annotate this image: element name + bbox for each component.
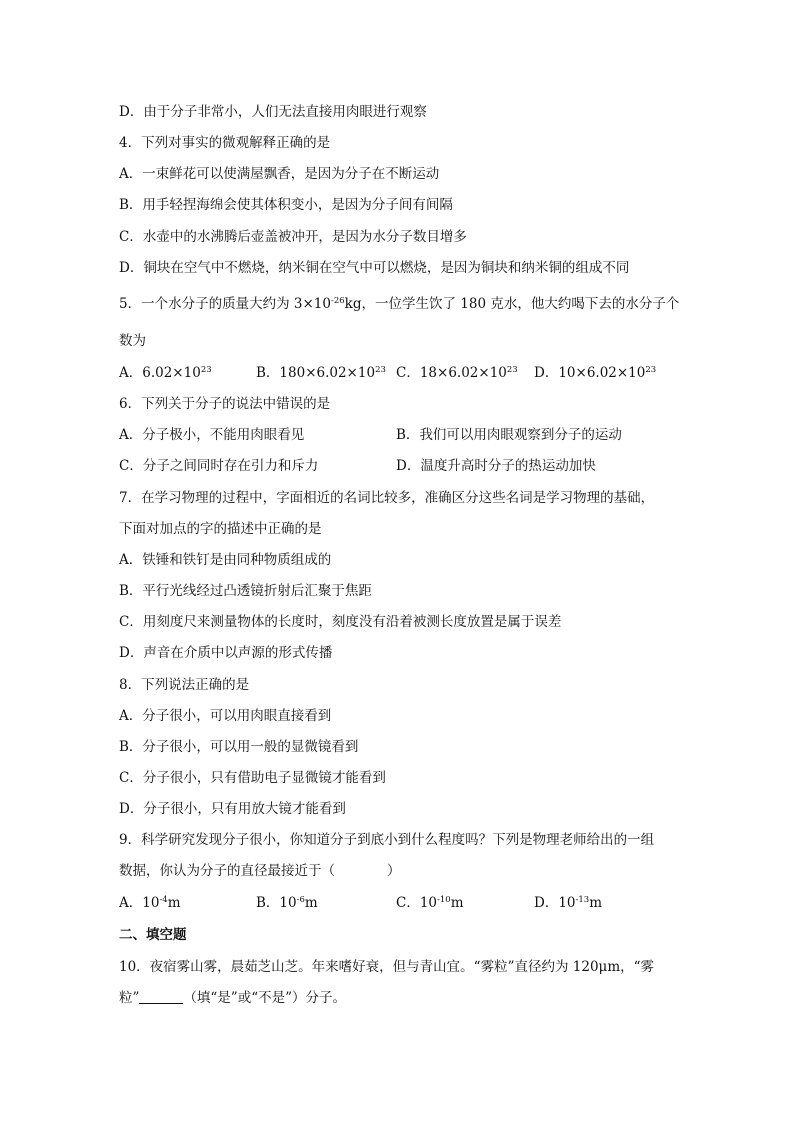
q4-option-c: C．水壶中的水沸腾后壶盖被冲开，是因为水分子数目增多 — [119, 229, 467, 245]
q6-stem: 6．下列关于分子的说法中错误的是 — [119, 396, 331, 412]
q10-line2 — [119, 989, 346, 1007]
q6-option-b: B．我们可以用肉眼观察到分子的运动 — [396, 427, 622, 443]
q10-answer-blank[interactable] — [139, 991, 183, 1004]
q4-option-a: A．一束鲜花可以使满屋飘香，是因为分子在不断运动 — [119, 166, 440, 182]
q9-option-a: A．$10^{-4}m$ — [119, 895, 181, 911]
q9-stem-line1: 9．科学研究发现分子很小，你知道分子到底小到什么程度吗？下列是物理老师给出的一组 — [119, 832, 655, 848]
q7-option-c: C．用刻度尺来测量物体的长度时，刻度没有沿着被测长度放置是属于误差 — [119, 614, 562, 630]
q10-line2-post: （填“是”或“不是”）分子。 — [183, 990, 347, 1006]
q9-stem-line2-post: ） — [387, 863, 401, 879]
q3-option-d: D．由于分子非常小，人们无法直接用肉眼进行观察 — [119, 104, 427, 120]
q8-option-c: C．分子很小，只有借助电子显微镜才能看到 — [119, 770, 386, 786]
q4-option-b: B．用手轻捏海绵会使其体积变小，是因为分子间有间隔 — [119, 197, 453, 213]
q8-option-d: D．分子很小，只有用放大镜才能看到 — [119, 801, 346, 817]
q6-option-a: A．分子极小，不能用肉眼看见 — [119, 427, 305, 443]
q7-stem-line2: 下面对加点的字的描述中正确的是 — [119, 521, 322, 537]
q7-option-a: A．铁锤和铁钉是由同种物质组成的 — [119, 552, 332, 568]
q9-stem-line2-pre: 数据，你认为分子的直径最接近于（ — [119, 863, 335, 879]
q5-option-a: A．$6.02\times 10^{23}$ — [119, 365, 212, 381]
q6-option-c: C．分子之间同时存在引力和斥力 — [119, 458, 319, 474]
q9-option-b: B．$10^{-6}m$ — [256, 895, 318, 911]
q10-line1: 10．夜宿雾山雾，晨茹芝山芝。年来嗜好衰，但与青山宜。“雾粒”直径约为 120μm，“雾 — [119, 959, 655, 975]
q8-option-b: B．分子很小，可以用一般的显微镜看到 — [119, 739, 359, 755]
q5-stem-exponent: -26 — [330, 296, 345, 306]
q9-option-d: D．$10^{-13}m$ — [534, 895, 603, 911]
q9-option-c: C．$10^{-10}m$ — [396, 895, 464, 911]
q4-option-d: D．铜块在空气中不燃烧，纳米铜在空气中可以燃烧，是因为铜块和纳米铜的组成不同 — [119, 260, 630, 276]
q5-stem — [119, 295, 679, 313]
q5-stem-line2: 数为 — [119, 333, 146, 349]
q7-option-d: D．声音在介质中以声源的形式传播 — [119, 645, 333, 661]
q5-option-d: D．$10\times 6.02\times 10^{23}$ — [534, 365, 657, 381]
q4-stem: 4．下列对事实的微观解释正确的是 — [119, 135, 331, 151]
q6-option-d: D．温度升高时分子的热运动加快 — [396, 458, 596, 474]
q5-stem-post: kg，一位学生饮了 180 克水，他大约喝下去的水分子个 — [344, 296, 680, 312]
q10-line2-pre: 粒” — [119, 990, 140, 1006]
q5-option-c: C．$18\times 6.02\times 10^{23}$ — [396, 365, 518, 381]
section-title-fill-blank: 二、填空题 — [119, 927, 187, 943]
q7-option-b: B．平行光线经过凸透镜折射后汇聚于焦距 — [119, 583, 372, 599]
q7-stem-line1: 7．在学习物理的过程中，字面相近的名词比较多，准确区分这些名词是学习物理的基础， — [119, 490, 655, 506]
q8-option-a: A．分子很小，可以用肉眼直接看到 — [119, 708, 332, 724]
q8-stem: 8．下列说法正确的是 — [119, 677, 250, 693]
q9-stem-line2 — [119, 862, 401, 880]
q5-stem-pre: 5．一个水分子的质量大约为 3×10 — [119, 296, 331, 312]
q5-option-b: B．$180\times 6.02\times 10^{23}$ — [256, 365, 386, 381]
